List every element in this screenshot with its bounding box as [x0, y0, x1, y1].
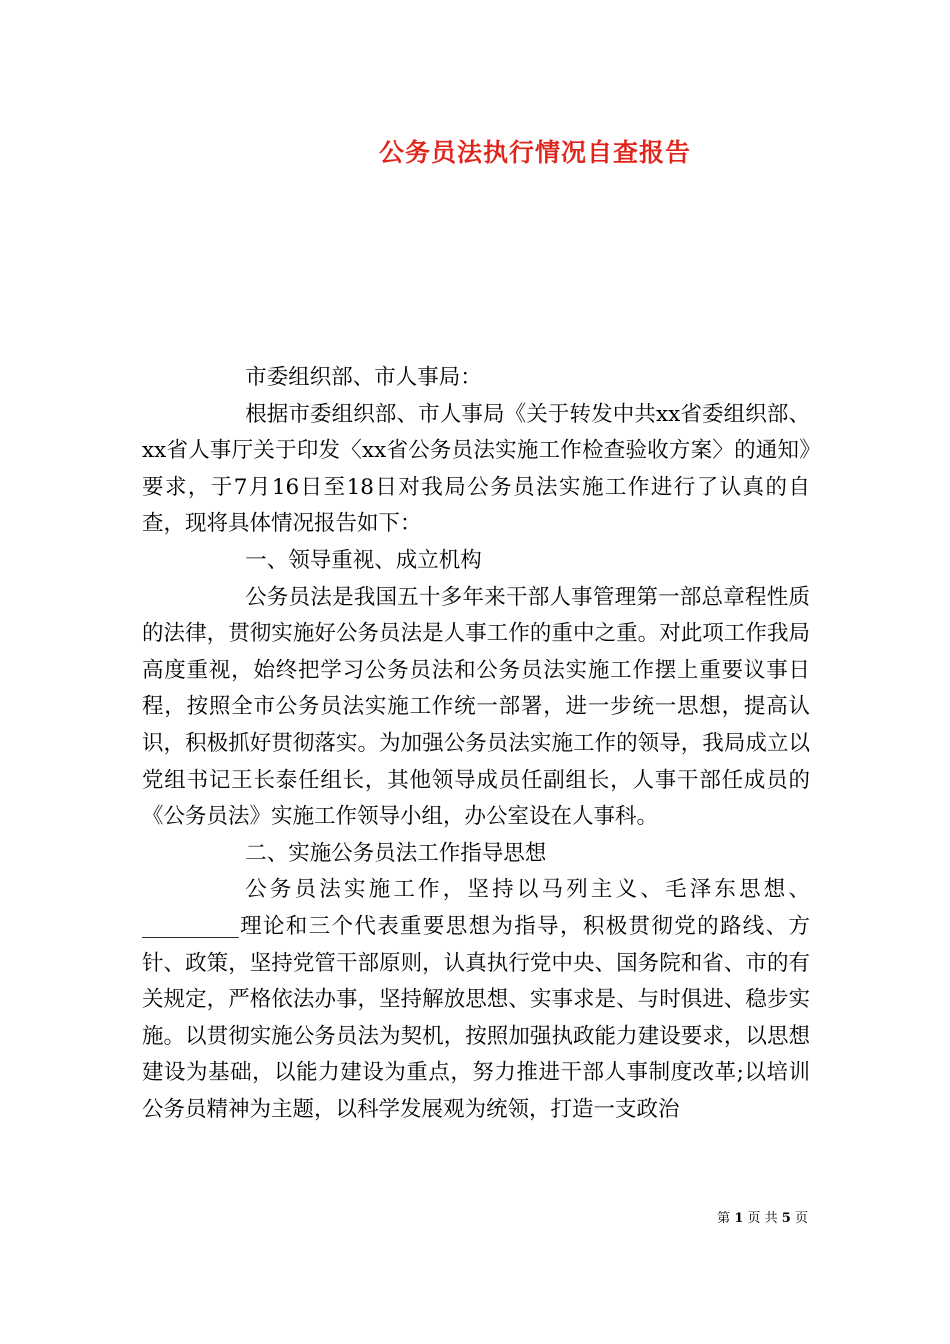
footer-suffix: 页 [794, 1211, 808, 1226]
salutation: 市委组织部、市人事局： [245, 365, 482, 390]
section-heading-1: 一、领导重视、成立机构 [245, 547, 482, 573]
section-2-paragraph: 公务员法实施工作，坚持以马列主义、毛泽东思想、_________理论和三个代表重要思想为指导，积极贯彻党的路线、方针、政策，坚持党管干部原则，认真执行党中央、国务院和省、市的有关规定，严格依法办事，坚持解放思想、实事求是、与时俱进、稳步实施。以贯彻实施公务员法为契机，按照加强执政能力建设要求，以思想建设为基础，以能力建设为重点，努力推进干部人事制度改革;以培训公务员精神为主题，以科学发展观为统领，打造一支政治 [142, 877, 810, 1122]
document-body [142, 360, 810, 1128]
section-1-paragraph: 公务员法是我国五十多年来干部人事管理第一部总章程性质的法律，贯彻实施好公务员法是人事工作的重中之重。对此项工作我局高度重视，始终把学习公务员法和公务员法实施工作摆上重要议事日程，按照全市公务员法实施工作统一部署，进一步统一思想，提高认识，积极抓好贯彻落实。为加强公务员法实施工作的领导，我局成立以党组书记王长泰任组长，其他领导成员任副组长，人事干部任成员的《公务员法》实施工作领导小组，办公室设在人事科。 [142, 584, 810, 830]
section-heading-2: 二、实施公务员法工作指导思想 [245, 840, 547, 866]
page-footer [717, 1207, 808, 1226]
footer-total-pages: 5 [781, 1211, 791, 1226]
document-title: 公务员法执行情况自查报告 [378, 138, 691, 167]
footer-page-number: 1 [734, 1211, 744, 1226]
footer-middle: 页 共 [747, 1211, 778, 1226]
footer-prefix: 第 [717, 1211, 731, 1226]
intro-paragraph: 根据市委组织部、市人事局《关于转发中共xx省委组织部、xx省人事厅关于印发〈xx省公务员法实施工作检查验收方案〉的通知》要求，于7月16日至18日对我局公务员法实施工作进行了认真的自查，现将具体情况报告如下： [142, 401, 810, 537]
